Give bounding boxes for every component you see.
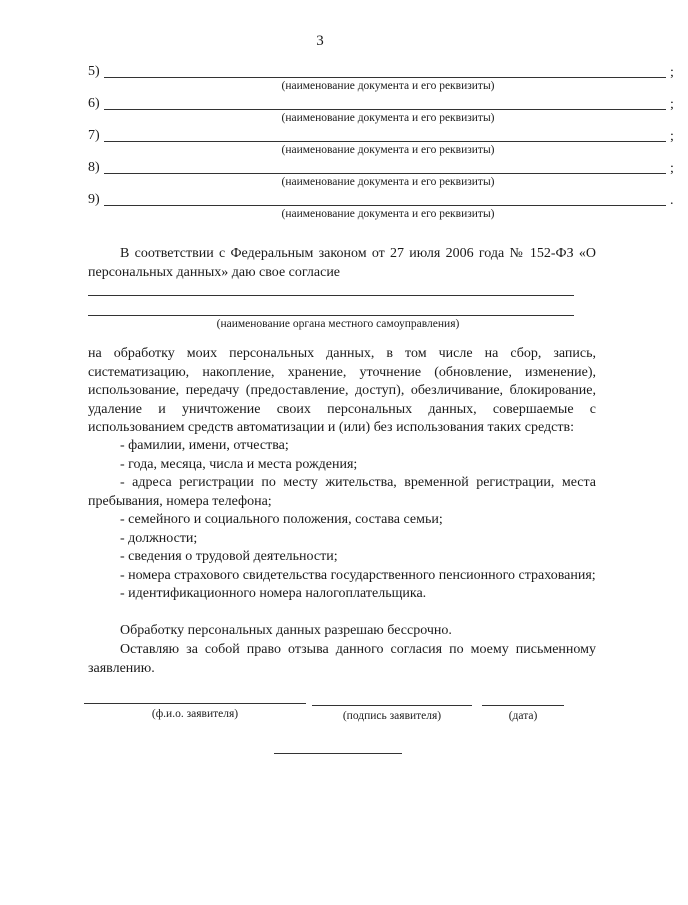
document-row-8: [88, 160, 674, 192]
list-item: - идентификационного номера налогоплательщика.: [120, 586, 427, 601]
organ-fill-line-2: [88, 315, 574, 316]
list-item: - года, месяца, числа и места рождения;: [120, 456, 358, 472]
row-number: 7): [88, 128, 100, 143]
document-row-6: [88, 96, 674, 128]
list-item: - номера страхового свидетельства государственного пенсионного страхования;: [120, 567, 596, 583]
list-item: - адреса регистрации по месту жительства, временной регистрации, места пребывания, номера телефона;: [88, 475, 596, 509]
document-row-5: [88, 64, 674, 96]
row-ending: .: [670, 193, 674, 208]
row-ending: ;: [670, 129, 674, 144]
list-item: - должности;: [120, 530, 198, 546]
date-caption: (дата): [508, 710, 538, 722]
signature-caption: (подпись заявителя): [342, 710, 442, 722]
row-ending: ;: [670, 65, 674, 80]
row-caption: (наименование документа и его реквизиты): [281, 208, 495, 220]
fio-caption: (ф.и.о. заявителя): [151, 708, 239, 720]
row-number: 5): [88, 64, 100, 79]
page-number: 3: [316, 33, 324, 49]
personal-data-list: [88, 437, 596, 604]
revocation-text: Оставляю за собой право отзыва данного согласия по моему письменному заявлению.: [88, 642, 596, 676]
fill-line: [104, 205, 666, 206]
signature-line: [312, 705, 472, 706]
fill-line: [104, 77, 666, 78]
consent-intro: В соответствии с Федеральным законом от 27 июля 2006 года № 152-ФЗ «О персональных данных» даю свое согласие: [88, 246, 596, 280]
perpetual-text: Обработку персональных данных разрешаю бессрочно.: [120, 623, 452, 638]
row-ending: ;: [670, 97, 674, 112]
processing-text: на обработку моих персональных данных, в том числе на сбор, запись, систематизацию, накопление, хранение, уточнение (обновление, изменение), использование, передачу (предоставление, доступ), обезличивание, блокирование, удаление и уничтожение своих персональных данных, совершаемые с использованием средств автоматизации и (или) без использования таких средств:: [88, 346, 596, 435]
organ-fill-line-1: [88, 295, 574, 296]
row-caption: (наименование документа и его реквизиты): [281, 112, 495, 124]
row-caption: (наименование документа и его реквизиты): [281, 144, 495, 156]
fill-line: [104, 141, 666, 142]
list-item: - семейного и социального положения, состава семьи;: [120, 512, 443, 527]
list-item: - фамилии, имени, отчества;: [120, 438, 289, 453]
row-ending: ;: [670, 161, 674, 176]
closing-divider: [274, 753, 402, 754]
row-caption: (наименование документа и его реквизиты): [281, 176, 495, 188]
row-number: 8): [88, 160, 100, 175]
fill-line: [104, 109, 666, 110]
document-row-9: [88, 192, 674, 224]
document-row-7: [88, 128, 674, 160]
row-caption: (наименование документа и его реквизиты): [281, 80, 495, 92]
fio-line: [84, 703, 306, 704]
list-item: - сведения о трудовой деятельности;: [120, 549, 338, 564]
fill-line: [104, 173, 666, 174]
date-line: [482, 705, 564, 706]
row-number: 6): [88, 96, 100, 111]
row-number: 9): [88, 192, 100, 207]
organ-caption: (наименование органа местного самоуправления): [216, 318, 460, 330]
